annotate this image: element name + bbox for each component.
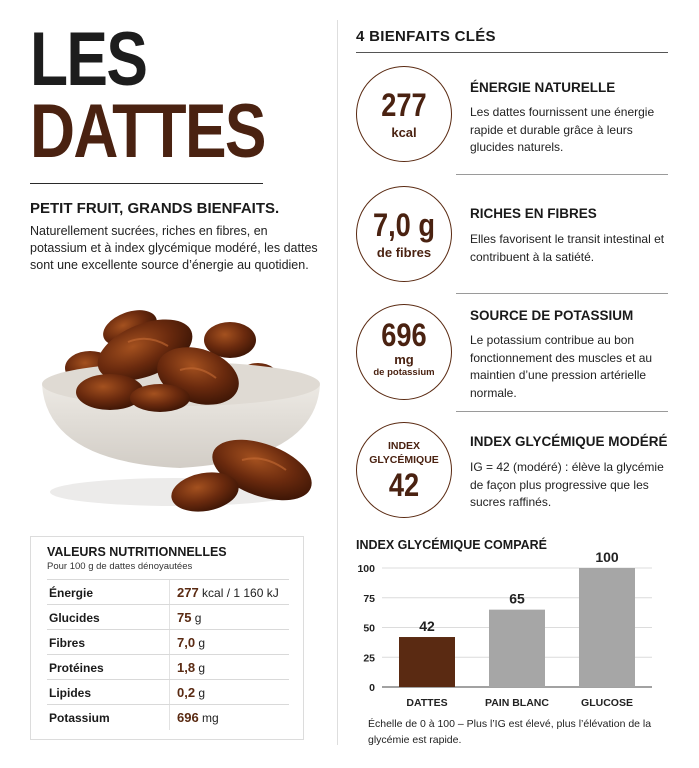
bar-dattes xyxy=(399,637,455,687)
benefits-title-rule xyxy=(356,52,668,53)
bar-pain-blanc xyxy=(489,610,545,687)
bar-glucose xyxy=(579,568,635,687)
nutrition-row xyxy=(47,604,289,629)
nutrient-label: Protéines xyxy=(49,661,104,675)
nutrient-label: Lipides xyxy=(49,686,92,700)
benefit-text: Les dattes fournissent une énergie rapide et durable grâce à leurs glucides naturels. xyxy=(470,105,655,154)
x-tick-label: GLUCOSE xyxy=(581,697,633,709)
nutrient-label: Fibres xyxy=(49,636,86,650)
y-tick-label: 75 xyxy=(363,592,375,605)
nutrition-row xyxy=(47,579,289,604)
title-line-2: DATTES xyxy=(30,89,265,174)
nutrient-label: Potassium xyxy=(49,711,110,725)
nutrition-row xyxy=(47,679,289,704)
data-label: 100 xyxy=(595,549,619,565)
nutrition-row xyxy=(47,654,289,679)
y-tick-label: 0 xyxy=(369,682,375,694)
chart-footnote: Échelle de 0 à 100 – Plus l’IG est élevé, plus l’élévation de la glycémie est rapide. xyxy=(368,718,652,746)
x-tick-label: PAIN BLANC xyxy=(485,697,549,709)
benefit-text: Le potassium contribue au bon fonctionnement des muscles et au maintien d’une pression artérielle normale. xyxy=(470,333,653,400)
title-divider xyxy=(30,183,263,184)
benefits-title: 4 BIENFAITS CLÉS xyxy=(356,28,496,45)
data-label: 65 xyxy=(509,590,525,607)
benefit-heading: SOURCE DE POTASSIUM xyxy=(470,308,634,323)
intro-text: Naturellement sucrées, riches en fibres, en potassium et à index glycémique modéré, les dattes sont une excellente source d’énergie au quotidien. xyxy=(30,224,318,272)
data-label: 42 xyxy=(419,618,435,635)
benefit-divider xyxy=(456,293,668,294)
dates-bowl-image xyxy=(30,290,330,530)
nutrient-value: 75 g xyxy=(177,610,202,625)
x-tick-label: DATTES xyxy=(406,697,448,709)
nutrient-value: 696 mg xyxy=(177,710,219,725)
glycemic-index-chart xyxy=(352,545,672,713)
nutrient-value: 1,8 g xyxy=(177,660,206,675)
benefit-heading: RICHES EN FIBRES xyxy=(470,206,597,221)
nutrient-value: 7,0 g xyxy=(177,635,206,650)
nutrition-row xyxy=(47,629,289,654)
y-tick-label: 100 xyxy=(357,563,375,575)
nutrition-title: VALEURS NUTRITIONNELLES xyxy=(47,545,227,559)
subtitle: PETIT FRUIT, GRANDS BIENFAITS. xyxy=(30,200,280,217)
chart-title: INDEX GLYCÉMIQUE COMPARÉ xyxy=(356,538,547,552)
benefit-heading: ÉNERGIE NATURELLE xyxy=(470,80,616,95)
benefit-heading: INDEX GLYCÉMIQUE MODÉRÉ xyxy=(470,434,668,449)
nutrient-label: Glucides xyxy=(49,611,100,625)
benefit-badge-fibres: 7,0 g de fibres xyxy=(356,186,452,282)
title-line-1: LES xyxy=(30,17,147,102)
nutrition-subtitle: Pour 100 g de dattes dénoyautées xyxy=(47,561,193,572)
nutrition-row xyxy=(47,704,289,729)
benefit-badge-glycemic: INDEX GLYCÉMIQUE 42 xyxy=(356,422,452,518)
nutrient-label: Énergie xyxy=(49,586,94,600)
benefit-text: IG = 42 (modéré) : élève la glycémie de façon plus progressive que les sucres raffinés. xyxy=(470,460,664,509)
nutrient-value: 277 kcal / 1 160 kJ xyxy=(177,585,279,600)
y-tick-label: 25 xyxy=(363,652,375,665)
column-divider xyxy=(337,20,338,745)
benefit-divider xyxy=(456,174,668,175)
nutrition-table xyxy=(30,536,304,740)
benefit-badge-potassium: 696 mg de potassium xyxy=(356,304,452,400)
y-tick-label: 50 xyxy=(363,622,375,635)
benefit-badge-energy: 277 kcal xyxy=(356,66,452,162)
nutrient-value: 0,2 g xyxy=(177,685,206,700)
benefit-divider xyxy=(456,411,668,412)
benefit-text: Elles favorisent le transit intestinal et contribuent à la satiété. xyxy=(470,232,665,264)
